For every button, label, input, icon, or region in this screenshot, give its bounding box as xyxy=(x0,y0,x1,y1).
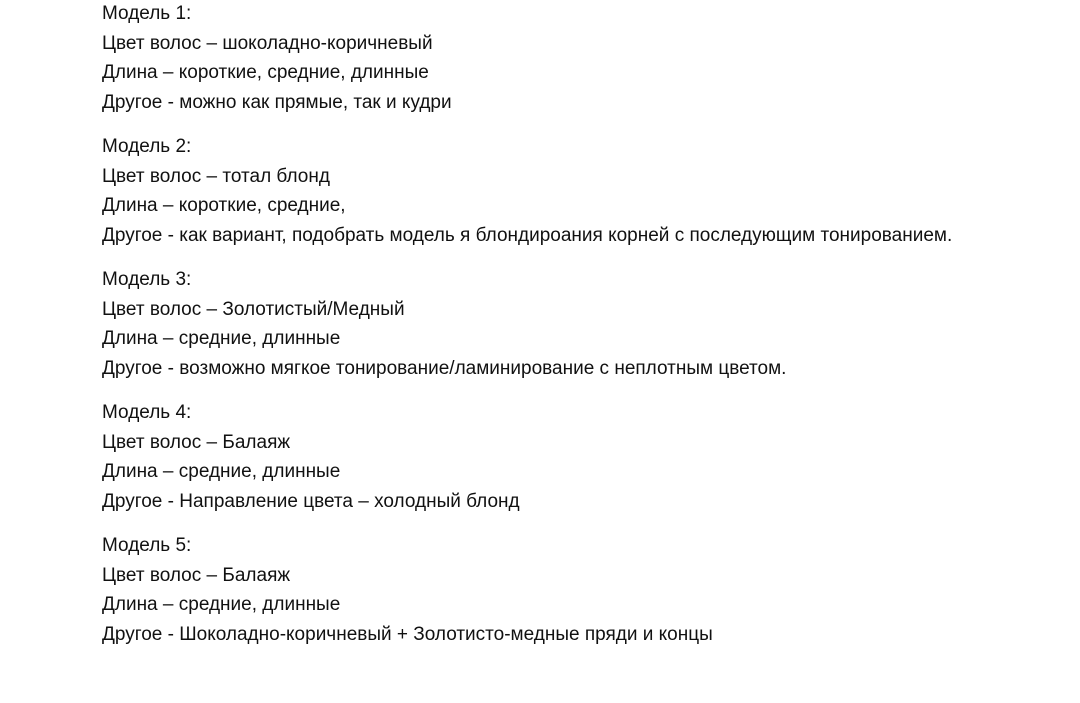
model-block-4 xyxy=(102,398,1040,516)
model-block-3 xyxy=(102,265,1040,383)
model-block-1 xyxy=(102,0,1040,117)
length-line: Длина – короткие, средние, длинные xyxy=(102,62,429,83)
model-heading: Модель 2: xyxy=(102,136,192,157)
block-spacer xyxy=(102,250,1040,265)
model-heading: Модель 3: xyxy=(102,269,192,290)
length-line: Длина – средние, длинные xyxy=(102,328,341,349)
other-line: Другое - Направление цвета – холодный блонд xyxy=(102,490,520,512)
block-spacer xyxy=(102,383,1040,398)
length-line: Длина – короткие, средние, xyxy=(102,195,346,216)
model-heading: Модель 1: xyxy=(102,3,192,24)
model-block-2 xyxy=(102,132,1040,250)
block-spacer xyxy=(102,117,1040,132)
length-line: Длина – средние, длинные xyxy=(102,461,341,482)
block-spacer xyxy=(102,516,1040,531)
hair-color-line: Цвет волос – Золотистый/Медный xyxy=(102,298,405,320)
other-line: Другое - Шоколадно-коричневый + Золотисто-медные пряди и концы xyxy=(102,623,713,645)
other-line: Другое - можно как прямые, так и кудри xyxy=(102,91,452,113)
document-body xyxy=(102,0,1040,649)
model-heading: Модель 5: xyxy=(102,535,192,556)
hair-color-line: Цвет волос – Балаяж xyxy=(102,431,291,453)
hair-color-line: Цвет волос – Балаяж xyxy=(102,564,291,586)
other-line: Другое - как вариант, подобрать модель я блондироания корней с последующим тонированием. xyxy=(102,224,953,246)
hair-color-line: Цвет волос – шоколадно-коричневый xyxy=(102,32,433,54)
hair-color-line: Цвет волос – тотал блонд xyxy=(102,165,330,187)
other-line: Другое - возможно мягкое тонирование/ламинирование с неплотным цветом. xyxy=(102,357,787,379)
length-line: Длина – средние, длинные xyxy=(102,594,341,615)
model-block-5 xyxy=(102,531,1040,649)
model-heading: Модель 4: xyxy=(102,402,192,423)
